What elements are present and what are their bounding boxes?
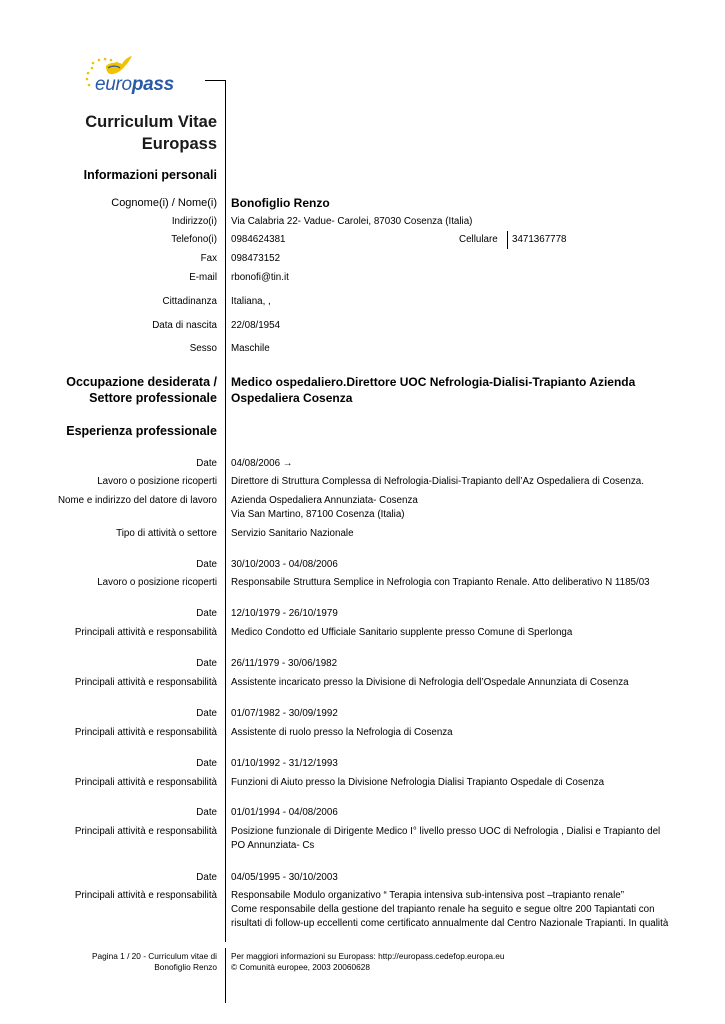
section-personal-info: Informazioni personali	[83, 168, 217, 182]
date-value: 04/05/1995 - 30/10/2003	[231, 872, 338, 883]
activities-label: Principali attività e responsabilità	[74, 826, 217, 837]
address-value: Via Calabria 22- Vadue- Carolei, 87030 Cosenza (Italia)	[231, 216, 473, 227]
date-value: 12/10/1979 - 26/10/1979	[231, 608, 338, 619]
name-value: Bonofiglio Renzo	[231, 196, 330, 210]
employer-value-line2: Via San Martino, 87100 Cosenza (Italia)	[231, 509, 405, 520]
date-label: Date	[196, 608, 217, 619]
role-label: Lavoro o posizione ricoperti	[97, 476, 217, 487]
cv-title-line2: Europass	[141, 135, 217, 153]
divider-top-tick	[205, 80, 226, 81]
date-value: 26/11/1979 - 30/06/1982	[231, 658, 338, 669]
mobile-value: 3471367778	[512, 234, 567, 245]
activities-value-line2: Come responsabile della gestione del trapianto renale ha seguito e segue oltre 200 Tapiantati con	[231, 904, 655, 915]
employer-label: Nome e indirizzo del datore di lavoro	[57, 495, 217, 506]
activities-label: Principali attività e responsabilità	[74, 777, 217, 788]
sector-value: Servizio Sanitario Nazionale	[231, 528, 354, 539]
activities-label: Principali attività e responsabilità	[74, 677, 217, 688]
address-label: Indirizzo(i)	[171, 216, 217, 227]
citizenship-label: Cittadinanza	[162, 296, 217, 307]
birth-date-label: Data di nascita	[152, 320, 217, 331]
activities-label: Principali attività e responsabilità	[74, 727, 217, 738]
phone-label: Telefono(i)	[171, 234, 217, 245]
footer-divider	[225, 948, 226, 1003]
activities-value: Assistente di ruolo presso la Nefrologia di Cosenza	[231, 727, 453, 738]
activities-value-line3: risultati di follow-up eccellenti come certificato annualmente dal Centro Nazionale Trapianti. In qualità	[231, 918, 669, 929]
date-label: Date	[196, 559, 217, 570]
activities-value: Assistente incaricato presso la Divisione di Nefrologia dell’Ospedale Annunziata di Cosenza	[231, 677, 629, 688]
date-value: 30/10/2003 - 04/08/2006	[231, 559, 338, 570]
footer-page-info-line1: Pagina 1 / 20 - Curriculum vitae di	[92, 951, 217, 961]
activities-value: Funzioni di Aiuto presso la Divisione Nefrologia Dialisi Trapianto Ospedale di Cosenza	[231, 777, 605, 788]
email-label: E-mail	[189, 272, 217, 283]
date-label: Date	[196, 872, 217, 883]
footer-europass-info[interactable]: Per maggiori informazioni su Europass: http://europass.cedefop.europa.eu	[231, 951, 505, 961]
activities-value: Medico Condotto ed Ufficiale Sanitario supplente presso Comune di Sperlonga	[231, 627, 573, 638]
europass-logo-text: europass	[95, 74, 174, 95]
citizenship-value: Italiana, ,	[231, 296, 271, 307]
footer-copyright: © Comunità europee, 2003 20060628	[231, 962, 370, 972]
date-value: 01/10/1992 - 31/12/1993	[231, 758, 338, 769]
activities-label: Principali attività e responsabilità	[74, 627, 217, 638]
cv-title-line1: Curriculum Vitae	[85, 113, 217, 131]
name-label: Cognome(i) / Nome(i)	[111, 197, 217, 209]
date-value: 01/01/1994 - 04/08/2006	[231, 807, 338, 818]
column-divider	[225, 80, 226, 942]
fax-value: 098473152	[231, 253, 281, 264]
activities-value-line2: PO Annunziata- Cs	[231, 840, 315, 851]
birth-date-value: 22/08/1954	[231, 320, 281, 331]
date-value: 01/07/1982 - 30/09/1992	[231, 708, 338, 719]
email-value[interactable]: rbonofi@tin.it	[231, 272, 289, 283]
role-value: Direttore di Struttura Complessa di Nefrologia-Dialisi-Trapianto dell’Az Ospedaliera di Cosenza.	[231, 476, 644, 487]
occupation-value-line1: Medico ospedaliero.Direttore UOC Nefrologia-Dialisi-Trapianto Azienda	[231, 375, 636, 389]
date-label: Date	[196, 708, 217, 719]
fax-label: Fax	[200, 253, 217, 264]
footer-page-info-line2: Bonofiglio Renzo	[154, 962, 217, 972]
mobile-separator	[507, 231, 508, 249]
occupation-value-line2: Ospedaliera Cosenza	[231, 391, 353, 405]
sex-label: Sesso	[189, 343, 217, 354]
date-label: Date	[196, 807, 217, 818]
occupation-label-line2: Settore professionale	[89, 391, 217, 405]
sector-label: Tipo di attività o settore	[116, 528, 217, 539]
date-value: 04/08/2006 →	[231, 458, 293, 469]
date-label: Date	[196, 458, 217, 469]
activities-value-line1: Posizione funzionale di Dirigente Medico I° livello presso UOC di Nefrologia , Dialisi e Trapianto del	[231, 826, 661, 837]
date-label: Date	[196, 658, 217, 669]
section-experience: Esperienza professionale	[66, 424, 217, 438]
mobile-label: Cellulare	[459, 234, 498, 245]
sex-value: Maschile	[231, 343, 270, 354]
role-label: Lavoro o posizione ricoperti	[97, 577, 217, 588]
employer-value-line1: Azienda Ospedaliera Annunziata- Cosenza	[231, 495, 418, 506]
date-label: Date	[196, 758, 217, 769]
activities-value-line1: Responsabile Modulo organizativo “ Terapia intensiva sub-intensiva post –trapianto renale”	[231, 890, 625, 901]
phone-value: 0984624381	[231, 234, 286, 245]
occupation-label-line1: Occupazione desiderata /	[66, 375, 217, 389]
activities-label: Principali attività e responsabilità	[74, 890, 217, 901]
role-value: Responsabile Struttura Semplice in Nefrologia con Trapianto Renale. Atto deliberativo N 1185/03	[231, 577, 650, 588]
